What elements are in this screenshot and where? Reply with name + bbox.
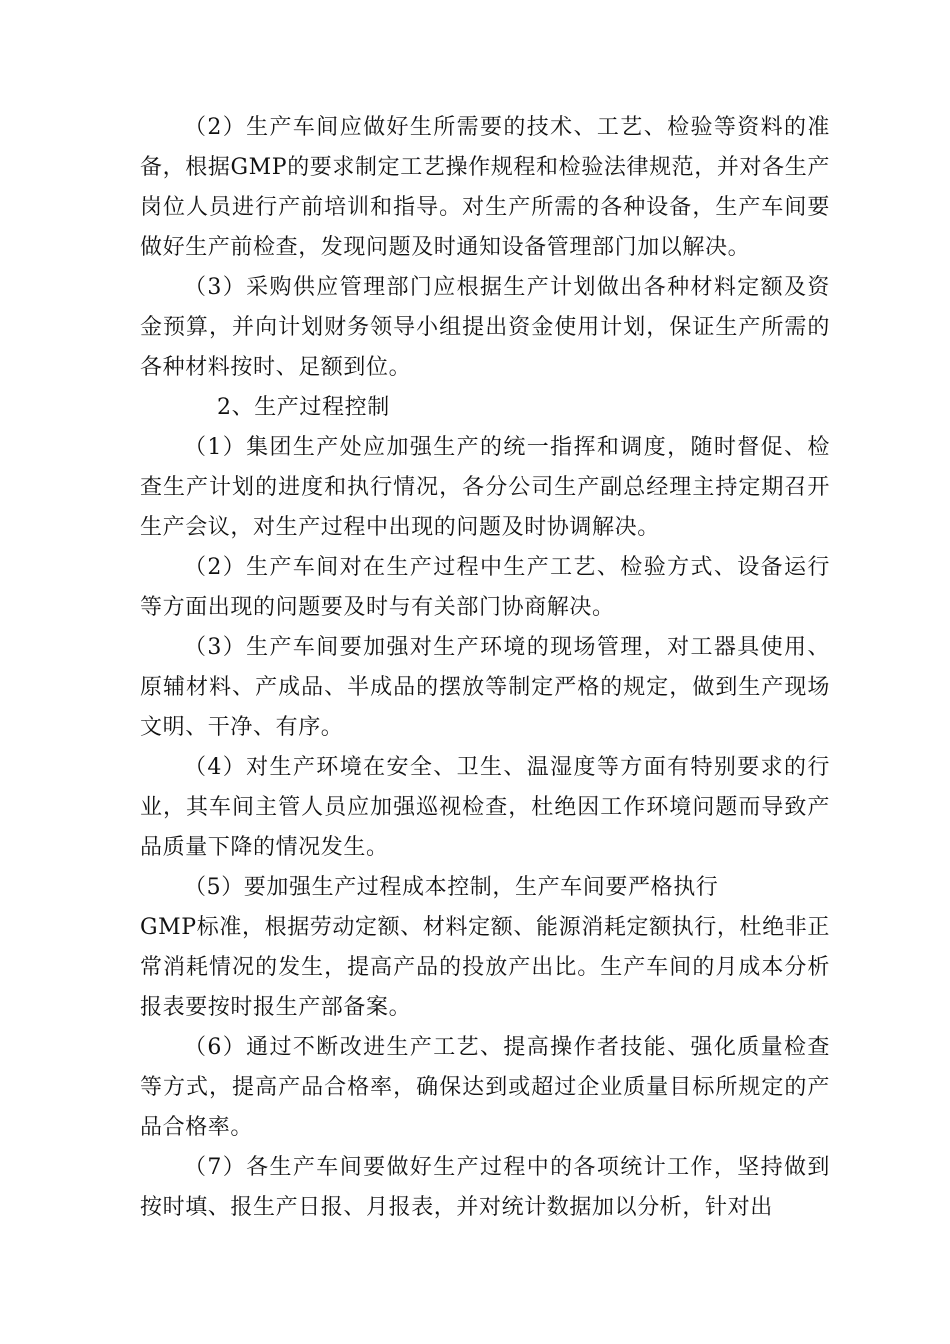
paragraph-coordination: （2）生产车间对在生产过程中生产工艺、检验方式、设备运行等方面出现的问题要及时与有关部门协商解决。: [140, 555, 830, 620]
paragraph-procurement: （3）采购供应管理部门应根据生产计划做出各种材料定额及资金预算，并向计划财务领导小组提出资金使用计划，保证生产所需的各种材料按时、足额到位。: [140, 275, 830, 380]
paragraph-dispatch: （1）集团生产处应加强生产的统一指挥和调度，随时督促、检查生产计划的进度和执行情况，各分公司生产副总经理主持定期召开生产会议，对生产过程中出现的问题及时协调解决。: [140, 435, 830, 540]
paragraph-environment: （4）对生产环境在安全、卫生、温湿度等方面有特别要求的行业，其车间主管人员应加强巡视检查，杜绝因工作环境问题而导致产品质量下降的情况发生。: [140, 755, 830, 860]
paragraph-cost-control-start: （5）要加强生产过程成本控制，生产车间要严格执行: [184, 875, 719, 900]
paragraph-statistics: （7）各生产车间要做好生产过程中的各项统计工作，坚持做到按时填、报生产日报、月报表，并对统计数据加以分析，针对出: [140, 1155, 830, 1220]
paragraph-cost-control-continued: GMP标准，根据劳动定额、材料定额、能源消耗定额执行，杜绝非正常消耗情况的发生，提高产品的投放产出比。生产车间的月成本分析报表要按时报生产部备案。: [140, 915, 830, 1020]
section-heading-process-control: 2、生产过程控制: [217, 395, 390, 420]
document-body: [140, 108, 830, 1228]
paragraph-quality-rate: （6）通过不断改进生产工艺、提高操作者技能、强化质量检查等方式，提高产品合格率，确保达到或超过企业质量目标所规定的产品合格率。: [140, 1035, 830, 1140]
paragraph-site-management: （3）生产车间要加强对生产环境的现场管理，对工器具使用、原辅材料、产成品、半成品的摆放等制定严格的规定，做到生产现场文明、干净、有序。: [140, 635, 830, 740]
paragraph-prep-documents: （2）生产车间应做好生所需要的技术、工艺、检验等资料的准备，根据GMP的要求制定工艺操作规程和检验法律规范，并对各生产岗位人员进行产前培训和指导。对生产所需的各种设备，生产车间要做好生产前检查，发现问题及时通知设备管理部门加以解决。: [140, 115, 830, 260]
